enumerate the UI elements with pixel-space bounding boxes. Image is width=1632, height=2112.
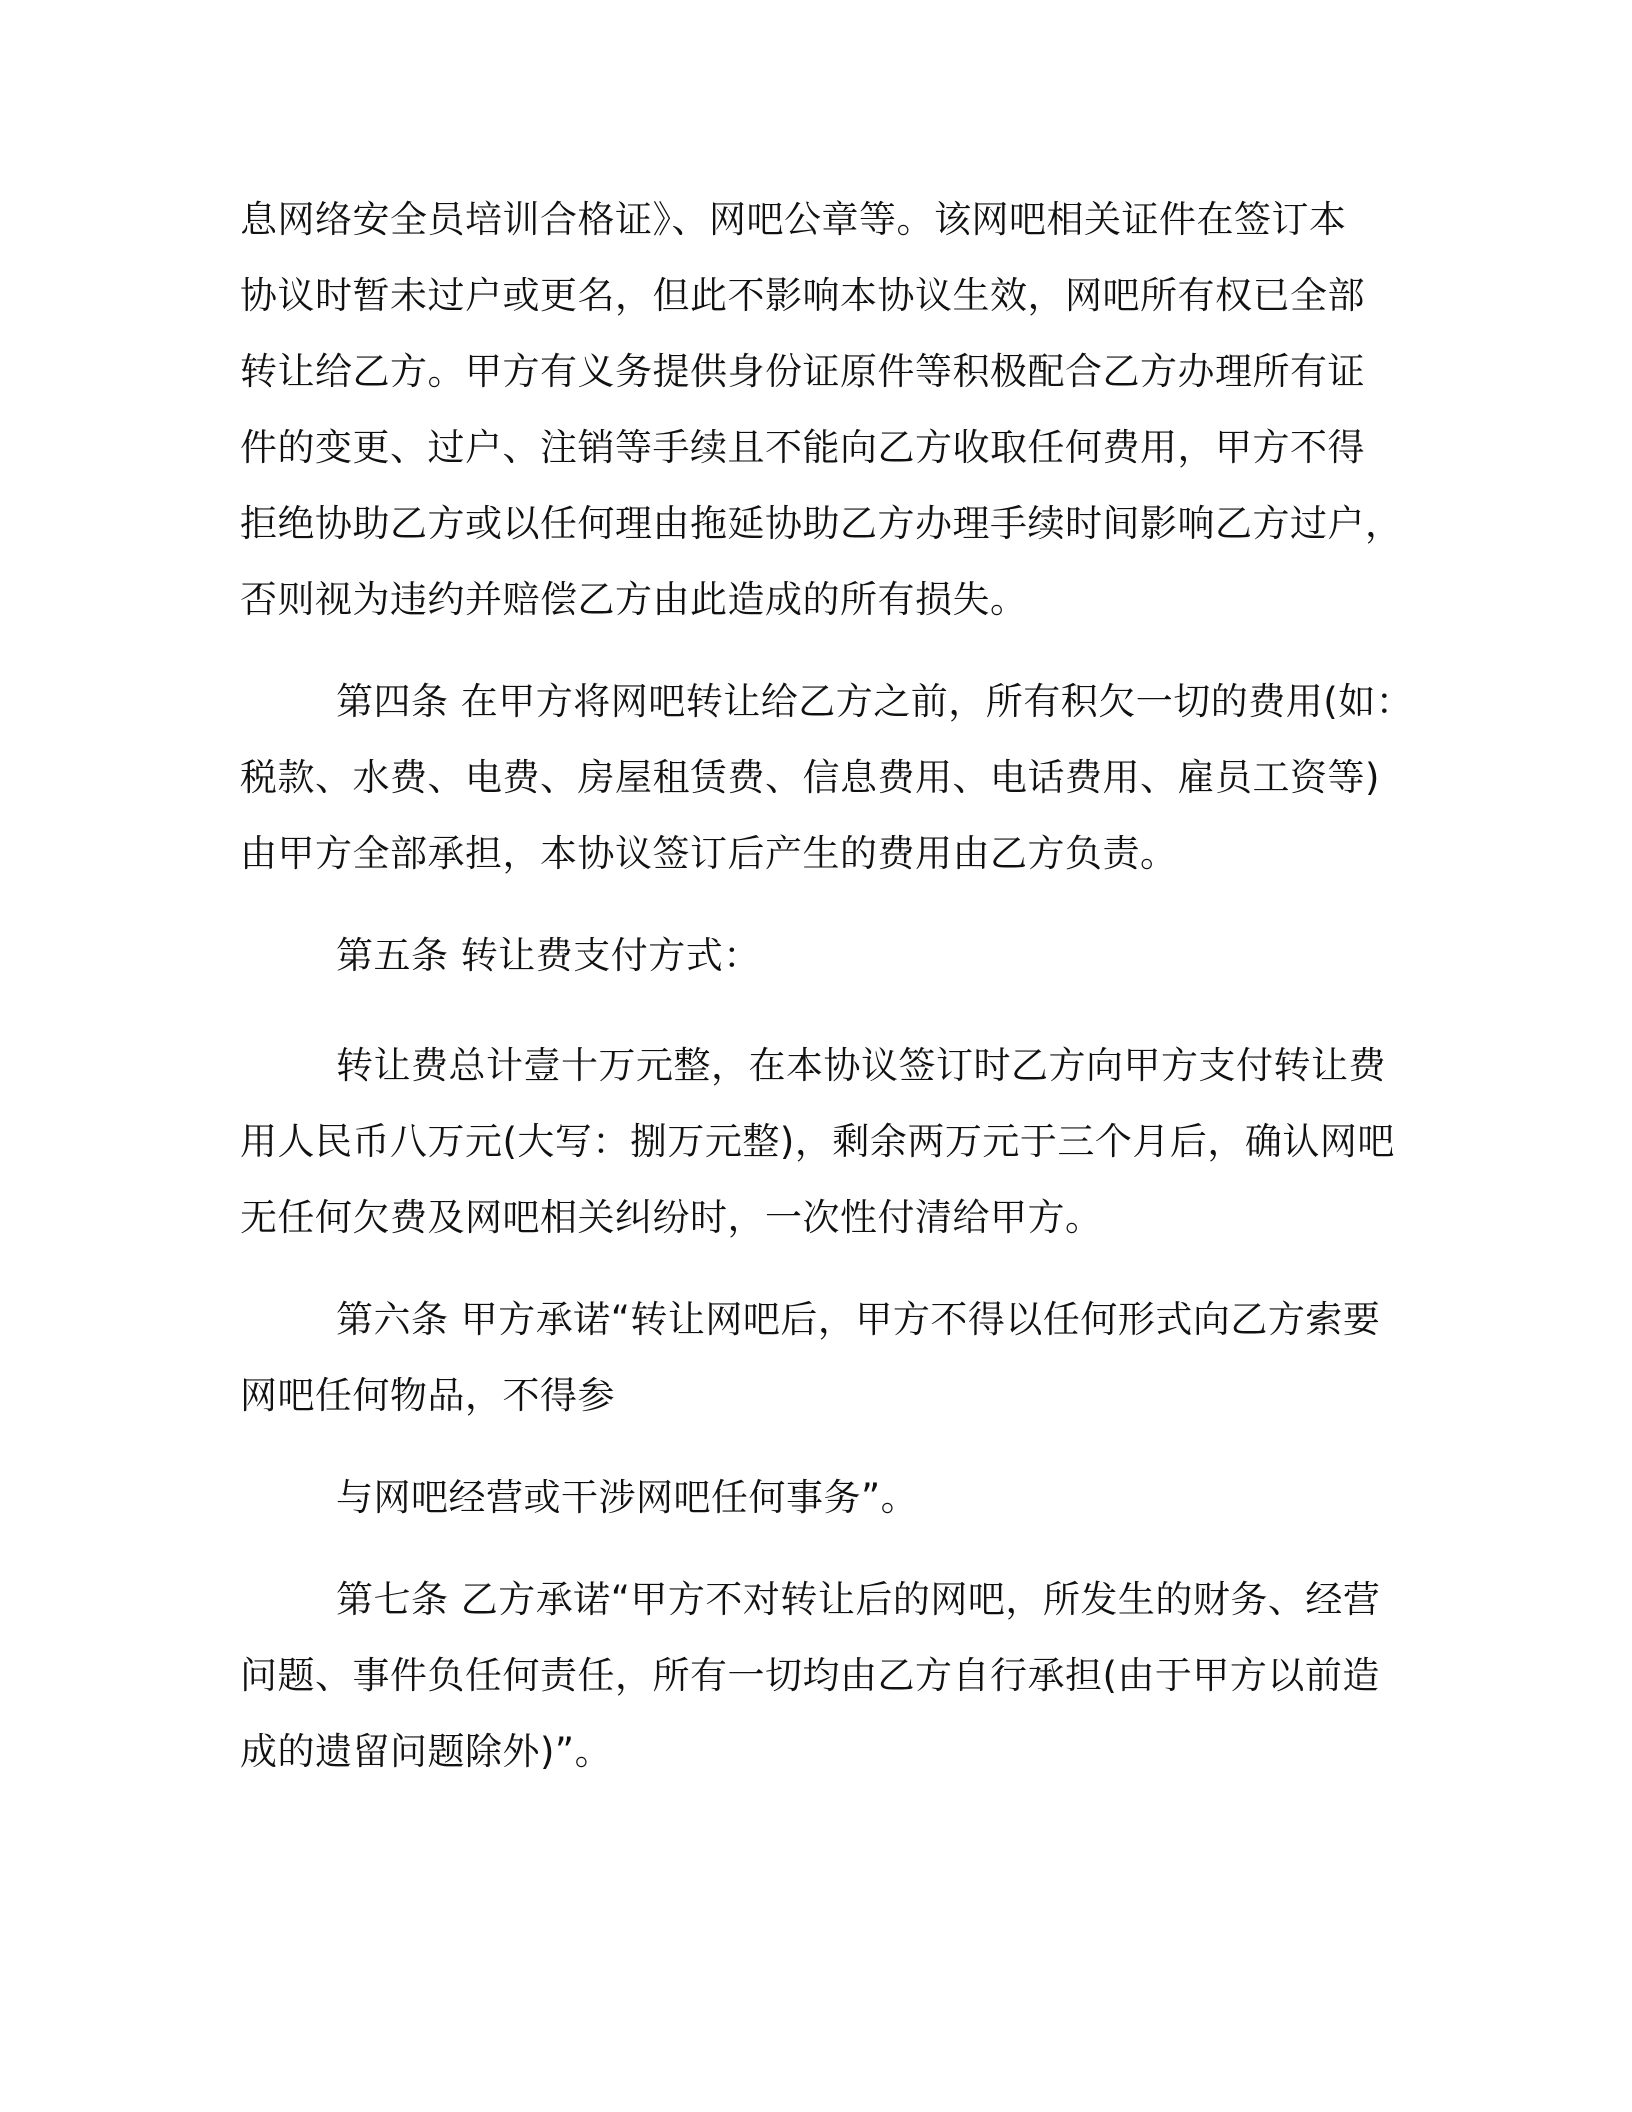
text-line: 与网吧经营或干涉网吧任何事务”。 (336, 1476, 919, 1519)
text-line: 成的遗留问题除外)”。 (240, 1730, 613, 1773)
text-line: 件的变更、过户、注销等手续且不能向乙方收取任何费用，甲方不得 (240, 426, 1365, 469)
text-line: 税款、水费、电费、房屋租赁费、信息费用、电话费用、雇员工资等) (240, 756, 1380, 799)
article-7-heading-line: 第七条 乙方承诺“甲方不对转让后的网吧，所发生的财务、经营 (336, 1578, 1381, 1621)
text-line: 问题、事件负任何责任，所有一切均由乙方自行承担(由于甲方以前造 (240, 1654, 1380, 1697)
text-line: 拒绝协助乙方或以任何理由拖延协助乙方办理手续时间影响乙方过户， (240, 502, 1403, 545)
text-line: 用人民币八万元(大写：捌万元整)，剩余两万元于三个月后，确认网吧 (240, 1120, 1395, 1163)
text-line: 无任何欠费及网吧相关纠纷时，一次性付清给甲方。 (240, 1196, 1103, 1239)
text-line: 由甲方全部承担，本协议签订后产生的费用由乙方负责。 (240, 832, 1178, 875)
article-5-heading-line: 第五条 转让费支付方式： (336, 934, 761, 977)
text-line: 息网络安全员培训合格证》、网吧公章等。该网吧相关证件在签订本 (240, 198, 1347, 241)
article-4-heading-line: 第四条 在甲方将网吧转让给乙方之前，所有积欠一切的费用(如： (336, 680, 1414, 723)
text-line: 网吧任何物品，不得参 (240, 1374, 615, 1417)
text-line: 否则视为违约并赔偿乙方由此造成的所有损失。 (240, 578, 1028, 621)
text-line: 协议时暂未过户或更名，但此不影响本协议生效，网吧所有权已全部 (240, 274, 1365, 317)
article-6-heading-line: 第六条 甲方承诺“转让网吧后，甲方不得以任何形式向乙方索要 (336, 1298, 1381, 1341)
text-line: 转让费总计壹十万元整，在本协议签订时乙方向甲方支付转让费 (336, 1044, 1386, 1087)
text-line: 转让给乙方。甲方有义务提供身份证原件等积极配合乙方办理所有证 (240, 350, 1365, 393)
